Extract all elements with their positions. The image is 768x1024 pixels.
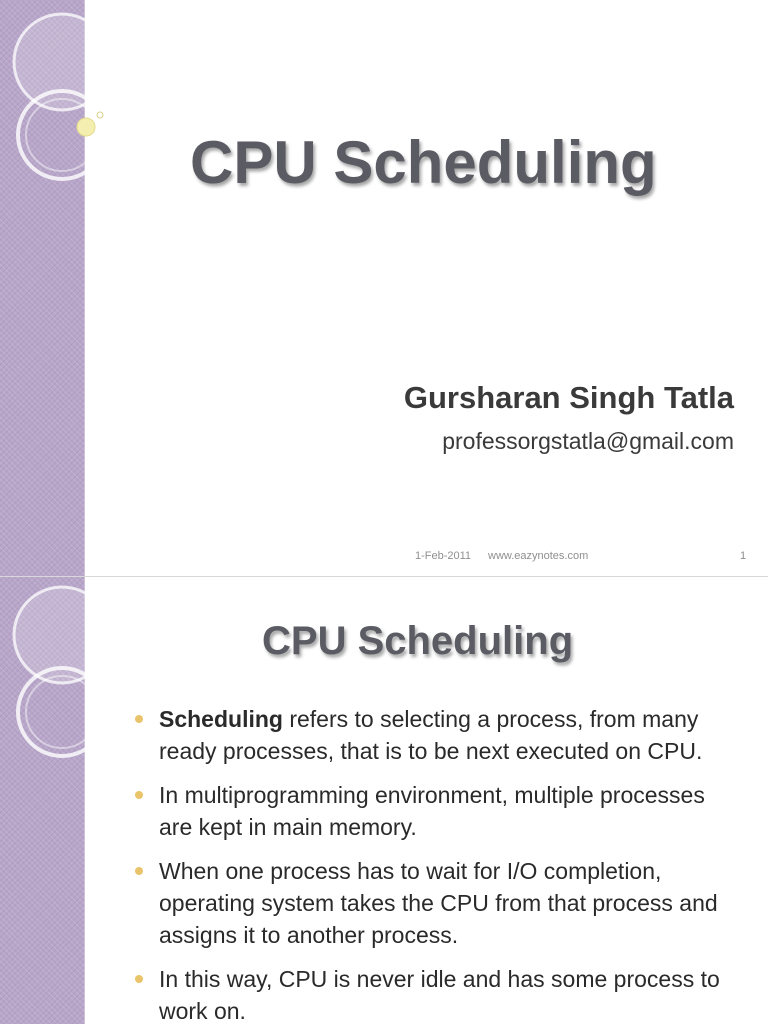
slide-title: CPU Scheduling <box>190 129 657 196</box>
footer-website: www.eazynotes.com <box>488 550 589 562</box>
decorative-circles-icon <box>0 577 120 777</box>
bullet-dot-icon <box>135 715 143 723</box>
content-slide <box>0 577 768 1024</box>
list-item <box>132 779 744 843</box>
bullet-dot-icon <box>135 867 143 875</box>
bullet-text: refers to selecting a process, from many ready processes, that is to be next executed on CPU. <box>159 706 703 764</box>
bullet-text: In this way, CPU is never idle and has some process to work on. <box>159 966 720 1024</box>
footer-page-number: 1 <box>740 550 747 562</box>
footer-date: 1-Feb-2011 <box>415 550 472 562</box>
bullet-text: When one process has to wait for I/O completion, operating system takes the CPU from that process and assigns it to another process. <box>159 858 718 948</box>
bullet-text: In multiprogramming environment, multiple processes are kept in main memory. <box>159 782 705 840</box>
author-email: professorgstatla@gmail.com <box>442 428 734 454</box>
list-item <box>132 855 744 951</box>
list-item <box>132 703 744 767</box>
bullet-bold-text: Scheduling <box>159 706 283 732</box>
decorative-circles-icon <box>0 0 120 200</box>
bullet-dot-icon <box>135 791 143 799</box>
author-name: Gursharan Singh Tatla <box>403 380 734 415</box>
slide-title: CPU Scheduling <box>262 619 574 663</box>
list-item <box>132 963 744 1024</box>
bullet-list <box>132 703 744 1024</box>
bullet-dot-icon <box>135 975 143 983</box>
